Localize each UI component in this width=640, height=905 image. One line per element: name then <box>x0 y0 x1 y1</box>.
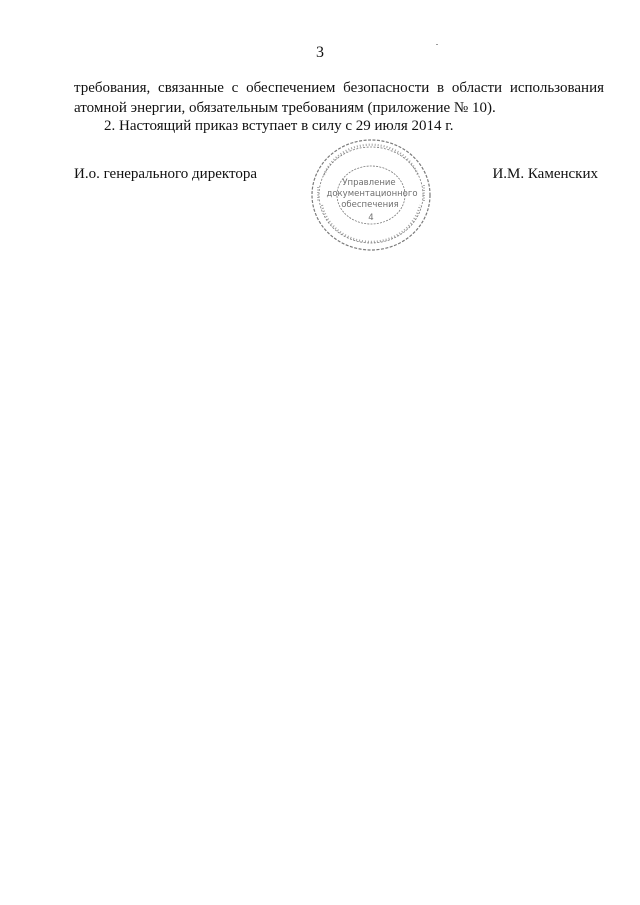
paragraph-line: атомной энергии, обязательным требованиям (приложение № 10). <box>74 100 496 116</box>
scan-speck <box>436 44 438 45</box>
paragraph-line: требования, связанные с обеспечением безопасности в области использования <box>74 80 604 96</box>
paragraph-effective-date: 2. Настоящий приказ вступает в силу с 29 июля 2014 г. <box>104 118 454 134</box>
stamp-number: 4 <box>368 213 374 223</box>
stamp-line: обеспечения <box>341 200 399 210</box>
stamp-line: документационного <box>326 189 418 199</box>
signatory-name: И.М. Каменских <box>492 166 598 182</box>
paragraph-requirements <box>74 78 604 118</box>
page-number: 3 <box>316 44 324 61</box>
stamp-line: Управление <box>342 178 396 188</box>
signatory-role: И.о. генерального директора <box>74 166 257 182</box>
official-seal-stamp <box>306 135 436 255</box>
